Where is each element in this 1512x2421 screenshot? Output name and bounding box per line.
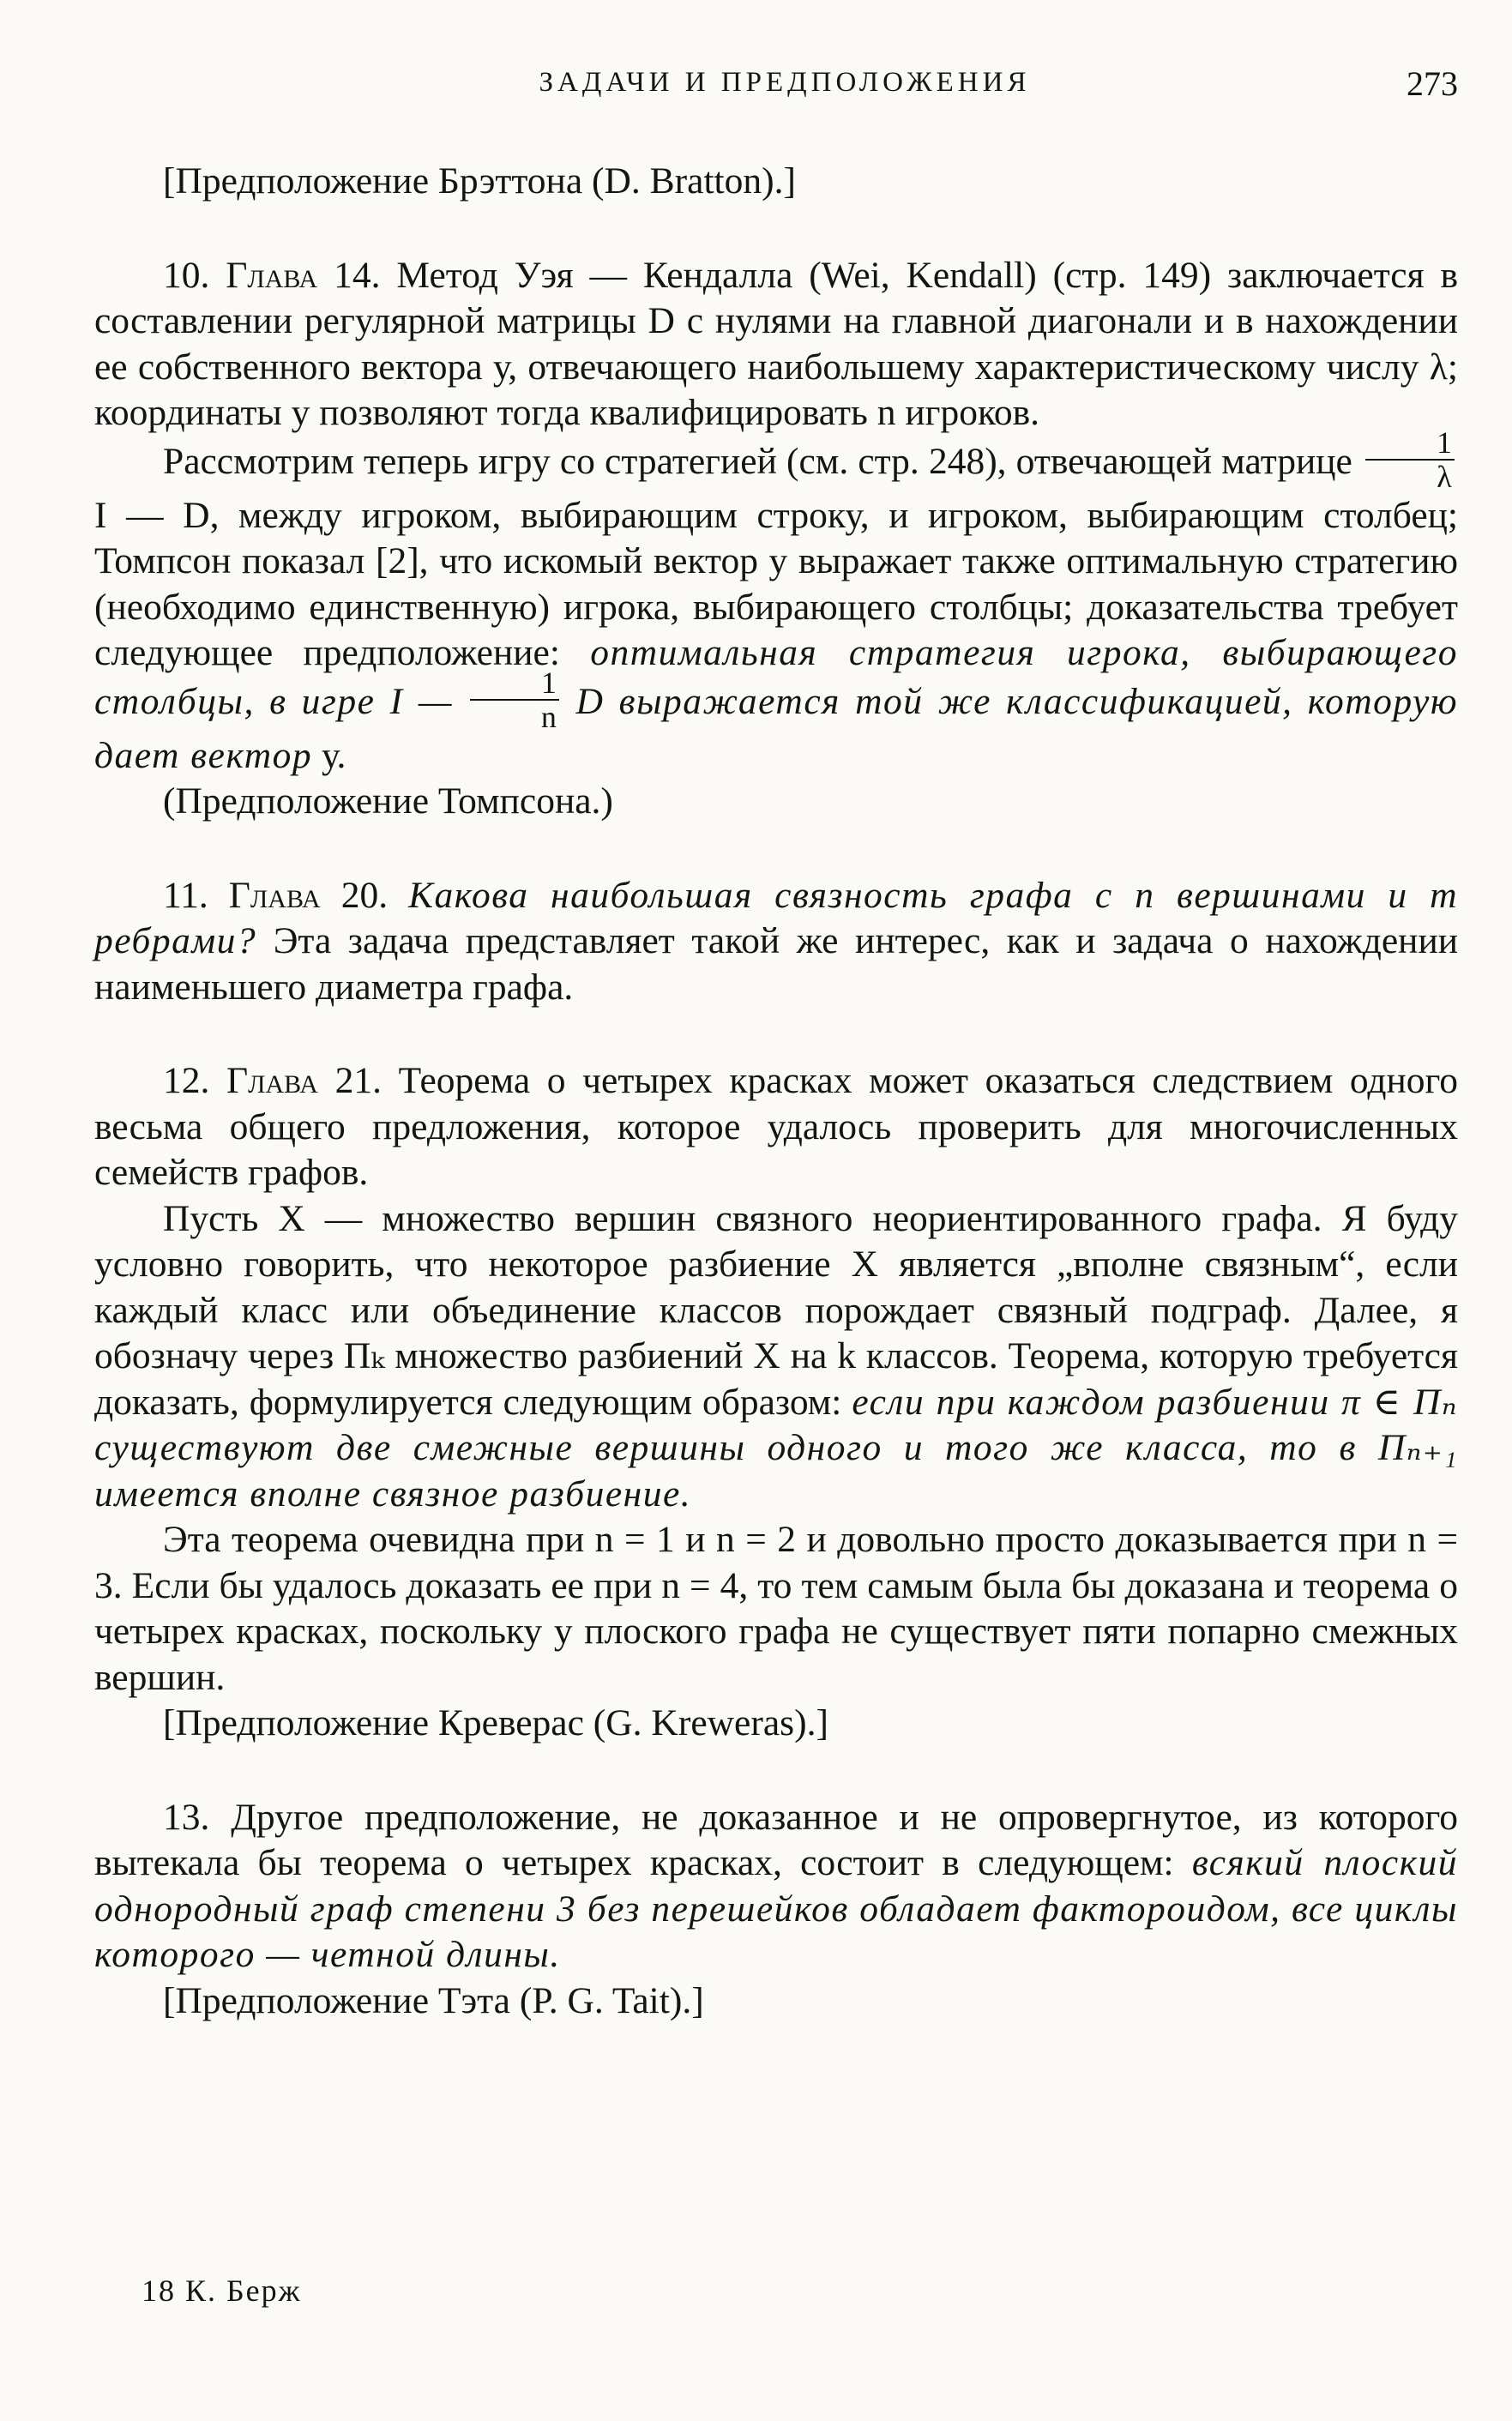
problem-11-text: Эта задача представляет такой же интерес, как и задача о нахождении наименьшего диаметра графа.: [94, 920, 1459, 1008]
problem-13-text: Другое предположение, не доказанное и не опровергнутое, из которого вытекала бы теорема о четырех красках, состоит в следующем:: [94, 1796, 1459, 1883]
problem-10b-italic-1: оптимальная стратегия игрока, выбирающего столбцы, в игре I —: [94, 632, 1459, 722]
fraction-denominator: n: [540, 699, 557, 734]
problem-11-number: 11.: [163, 874, 208, 916]
problem-12-text: Теорема о четырех красках может оказаться следствием одного весьма общего предложения, которое удалось проверить для многочисленных семейств графов.: [94, 1060, 1459, 1193]
problem-13: [94, 1795, 1458, 1978]
problem-12b-theorem: если при каждом разбиении π ∈ Πₙ существуют две смежные вершины одного и того же класса, то в Πₙ₊₁ имеется вполне связное разбиение.: [94, 1381, 1458, 1515]
problem-12-statement: [94, 1196, 1458, 1518]
thompson-conjecture: (Предположение Томпсона.): [163, 780, 613, 822]
problem-10b-start: Рассмотрим теперь игру со стратегией (см. стр. 248), отвечающей матрице: [163, 440, 1352, 482]
fraction-one-over-lambda: [1365, 426, 1455, 493]
bratton-conjecture: [Предположение Брэттона (D. Bratton).]: [163, 160, 796, 202]
problem-13-conjecture: всякий плоский однородный граф степени 3 без перешейков обладает фактороидом, все циклы которого — четной длины.: [94, 1842, 1459, 1975]
problem-12-number: 12.: [163, 1060, 210, 1101]
fraction-one-over-n: [470, 666, 559, 733]
problem-11-question: Какова наибольшая связность графа с n вершинами и m ребрами?: [94, 874, 1459, 961]
signature-mark: 18 К. Берж: [142, 2273, 302, 2308]
fraction-denominator: λ: [1437, 459, 1452, 494]
problem-10: [94, 253, 1458, 437]
problem-12b-text: Пусть X — множество вершин связного неориентированного графа. Я буду условно говорить, что некоторое разбиение X является „вполне связным“, если каждый класс или объединение классов порождает связный подграф. Далее, я обозначу через Πₖ множество разбиений X на k классов. Теорема, которую требуется доказать, формулируется следующим образом:: [94, 1197, 1458, 1423]
problem-12-chapter: Глава 21.: [226, 1060, 382, 1101]
page-header: [94, 64, 1458, 118]
problem-10-text: Метод Уэя — Кендалла (Wei, Kendall) (стр. 149) заключается в составлении регулярной матрицы D с нулями на главной диагонали и в нахождении ее собственного вектора у, отвечающего наибольшему характеристическому числу λ; координаты у позволяют тогда квалифицировать n игроков.: [94, 254, 1459, 433]
problem-10b-mid: I — D, между игроком, выбирающим строку, и игроком, выбирающим столбец; Томпсон показал [2], что искомый вектор у выражает также оптимальную стратегию (необходимо единственную) игрока, выбирающего столбцы; доказательства требует следующее предположение:: [94, 494, 1458, 673]
fraction-numerator: 1: [1365, 426, 1455, 461]
problem-11: [94, 873, 1458, 1011]
page-body: [94, 159, 1458, 2024]
problem-10-continuation: [94, 425, 1459, 780]
fraction-numerator: 1: [470, 666, 559, 701]
problem-10b-italic-2: D выражается той же классификацией, которую дает вектор: [94, 680, 1459, 776]
problem-12-remark: Эта теорема очевидна при n = 1 и n = 2 и довольно просто доказывается при n = 3. Если бы удалось доказать ее при n = 4, то тем самым была бы доказана и теорема о четырех красках, поскольку у плоского графа не существует пяти попарно смежных вершин.: [94, 1519, 1458, 1698]
page-number: 273: [1407, 64, 1458, 103]
kreweras-conjecture: [Предположение Креверас (G. Kreweras).]: [163, 1702, 828, 1743]
problem-13-number: 13.: [163, 1796, 210, 1838]
problem-10-chapter: Глава 14.: [226, 254, 381, 296]
problem-10b-end: у.: [322, 734, 346, 776]
problem-10-number: 10.: [163, 254, 210, 296]
tait-conjecture: [Предположение Тэта (P. G. Tait).]: [163, 1979, 704, 2021]
problem-11-chapter: Глава 20.: [228, 874, 389, 916]
running-head: ЗАДАЧИ И ПРЕДПОЛОЖЕНИЯ: [539, 67, 1031, 98]
problem-12: [94, 1058, 1458, 1196]
